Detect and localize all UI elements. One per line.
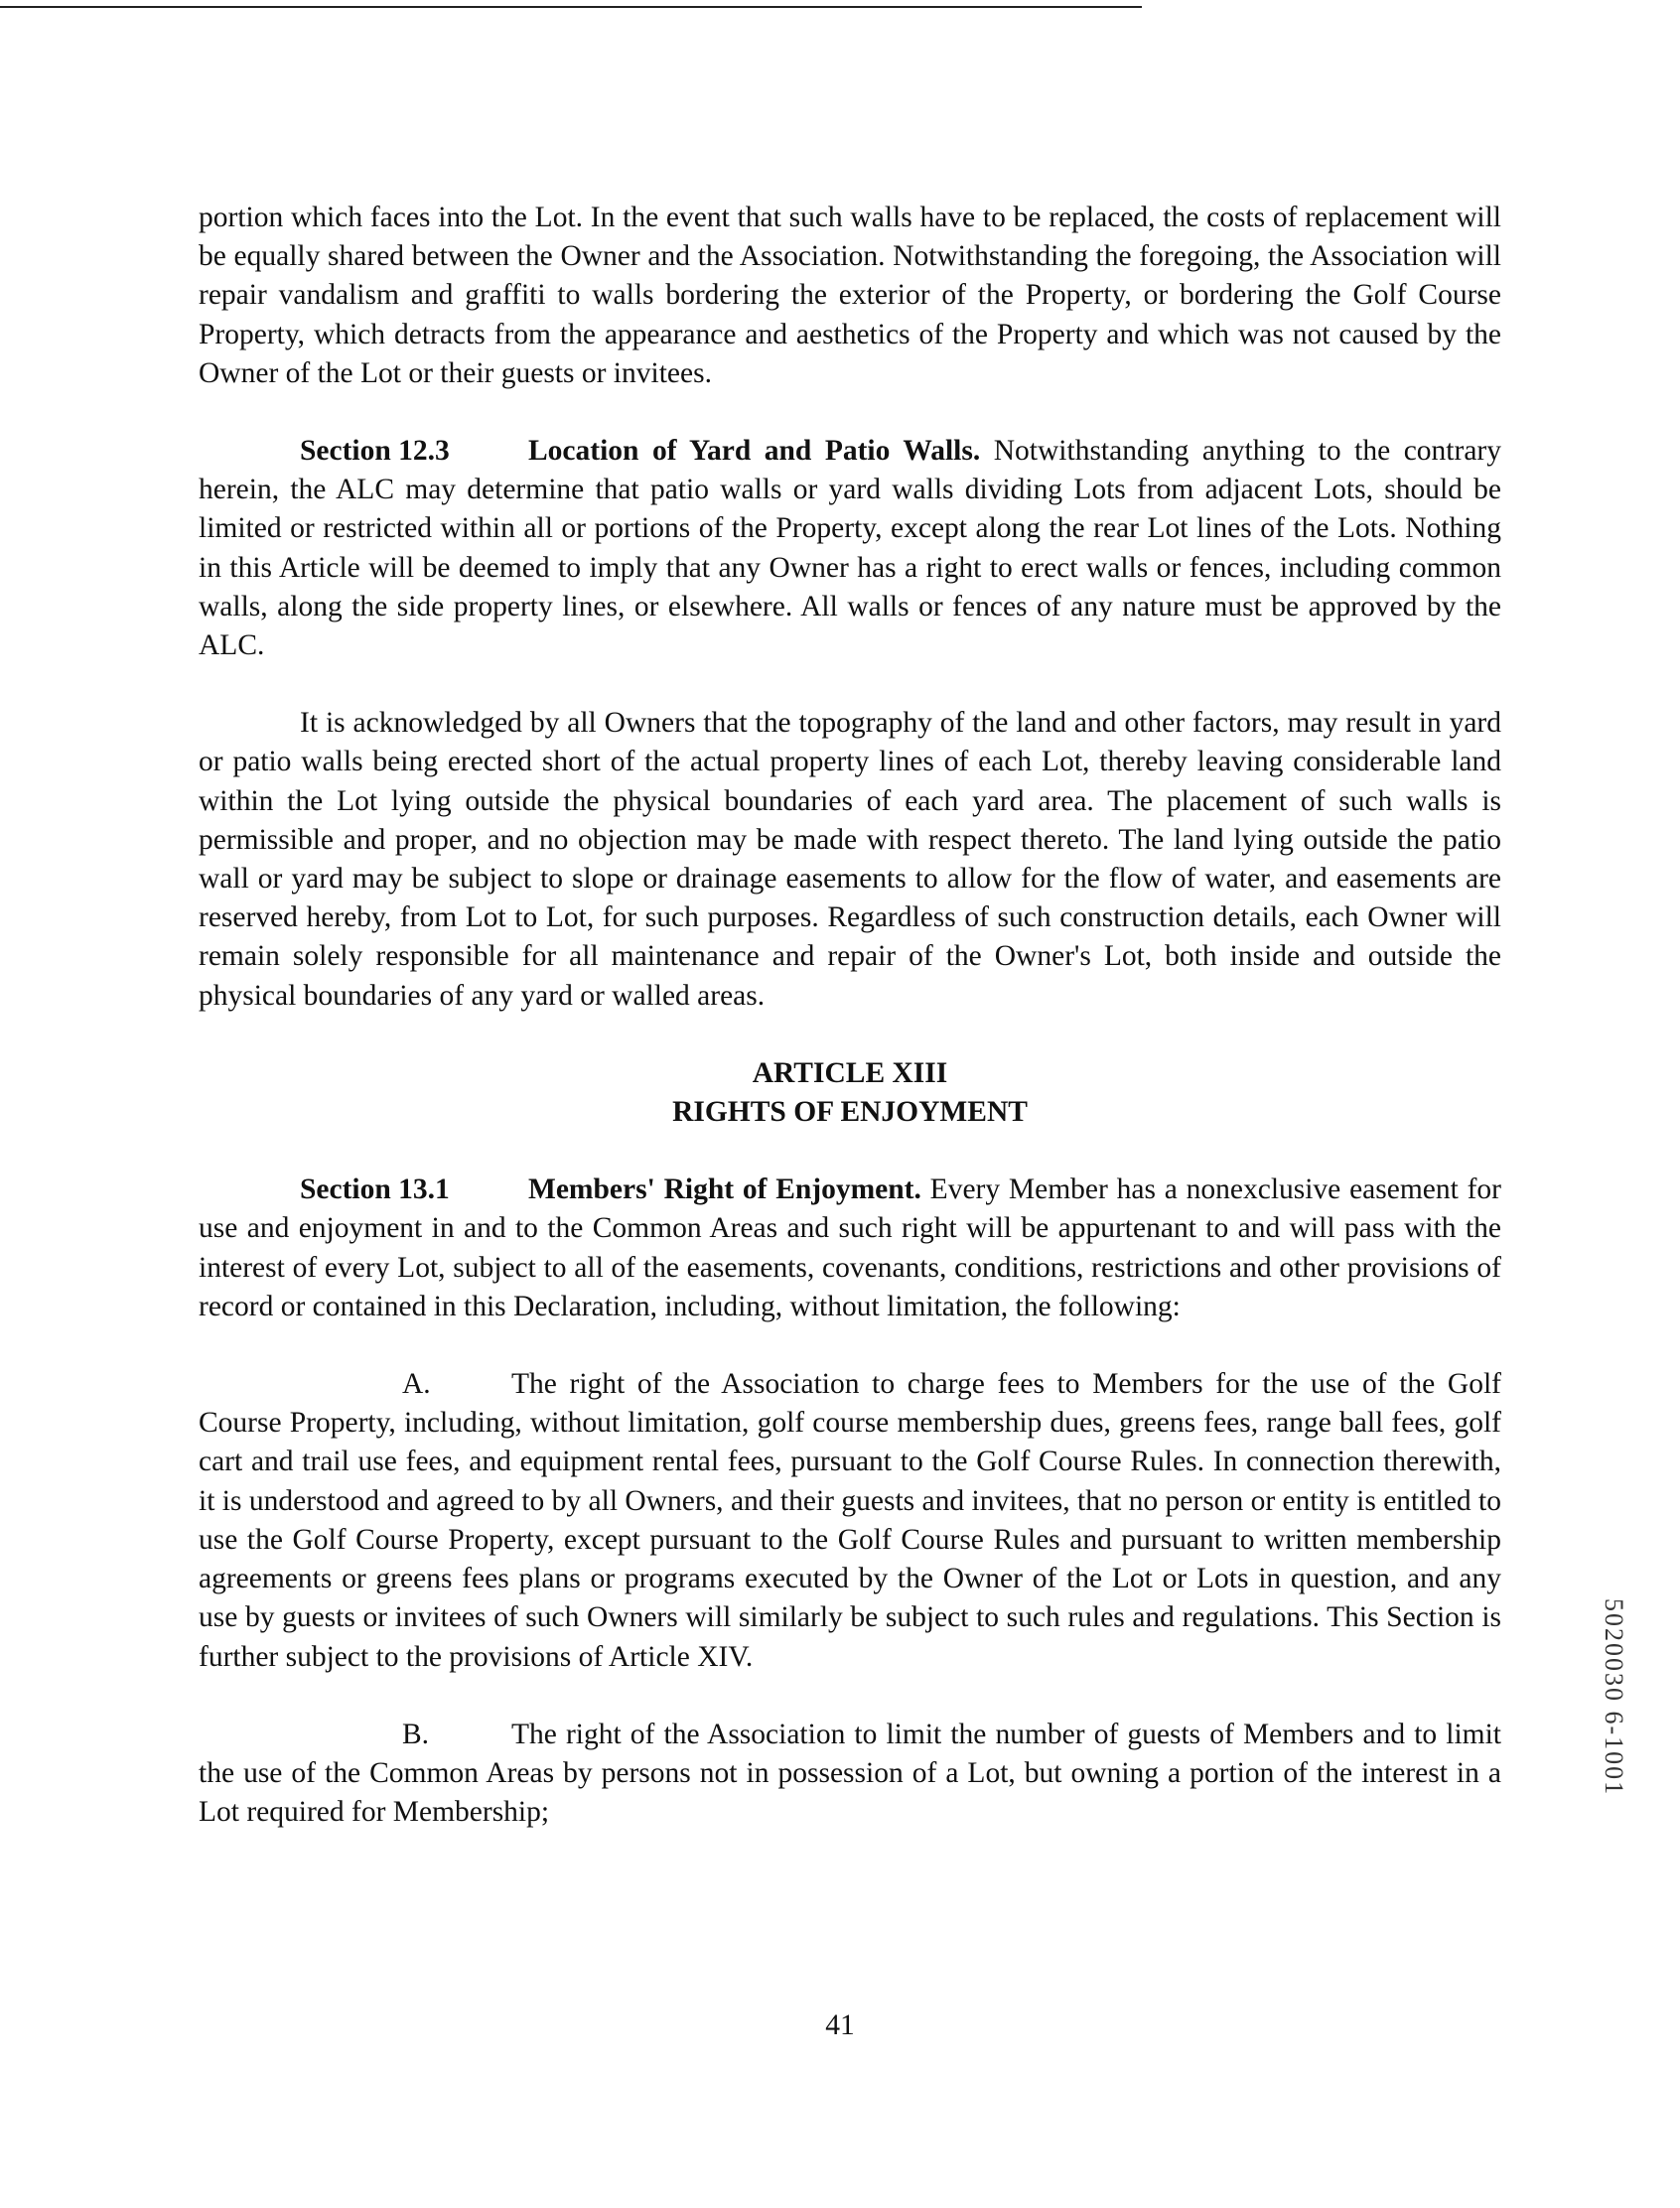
list-item-letter: B. bbox=[402, 1718, 430, 1750]
recording-stamp: 5020030 6-1001 bbox=[1600, 1598, 1628, 1797]
top-scan-rule bbox=[0, 6, 1142, 8]
list-item bbox=[199, 1716, 1501, 1833]
list-item-text: The right of the Association to limit the number of guests of Members and to limit the use of the Common Areas by persons not in possession of a Lot, but owning a portion of the interest in a Lot required for Membership; bbox=[199, 1718, 1501, 1829]
topography-paragraph: It is acknowledged by all Owners that the topography of the land and other factors, may result in yard or patio walls being erected short of the actual property lines of each Lot, thereby leaving considerable land within the Lot lying outside the physical boundaries of each yard area. The placement of such walls is permissible and proper, and no objection may be made with respect thereto. The land lying outside the patio wall or yard may be subject to slope or drainage easements to allow for the flow of water, and easements are reserved hereby, from Lot to Lot, for such purposes. Regardless of such construction details, each Owner will remain solely responsible for all maintenance and repair of the Owner's Lot, both inside and outside the physical boundaries of any yard or walled areas. bbox=[199, 707, 1501, 1012]
section-13-1-paragraph bbox=[199, 1171, 1501, 1326]
document-page bbox=[199, 199, 1501, 1832]
list-item-letter: A. bbox=[402, 1368, 431, 1401]
continuation-paragraph: portion which faces into the Lot. In the event that such walls have to be replaced, the costs of replacement will be equally shared between the Owner and the Association. Notwithstanding the foregoing, the Association will repair vandalism and graffiti to walls bordering the exterior of the Property, or bordering the Golf Course Property, which detracts from the appearance and aesthetics of the Property and which was not caused by the Owner of the Lot or their guests or invitees. bbox=[199, 202, 1501, 389]
list-item-text: The right of the Association to charge fees to Members for the use of the Golf Course Property, including, without limitation, golf course membership dues, greens fees, range ball fees, golf cart and trail use fees, and equipment rental fees, pursuant to the Golf Course Rules. In connection therewith, it is understood and agreed to by all Owners, and their guests and invitees, that no person or entity is entitled to use the Golf Course Property, except pursuant to the Golf Course Rules and pursuant to written membership agreements or greens fees plans or programs executed by the Owner of the Lot or Lots in question, and any use by guests or invitees of such Owners will similarly be subject to such rules and regulations. This Section is further subject to the provisions of Article XIV. bbox=[199, 1368, 1501, 1673]
section-13-1-number: Section 13.1 bbox=[300, 1173, 450, 1206]
section-12-3-paragraph bbox=[199, 432, 1501, 665]
section-13-1-body: Every Member has a nonexclusive easement for use and enjoyment in and to the Common Areas and such right will be appurtenant to and will pass with the interest of every Lot, subject to all of the easements, covenants, conditions, restrictions and other provisions of record or contained in this Declaration, including, without limitation, the following: bbox=[199, 1173, 1502, 1322]
section-13-1-title: Members' Right of Enjoyment. bbox=[528, 1173, 921, 1206]
list-item bbox=[199, 1365, 1501, 1677]
page-number: 41 bbox=[825, 2009, 855, 2041]
section-12-3-title: Location of Yard and Patio Walls. bbox=[528, 435, 981, 468]
section-12-3-body: Notwithstanding anything to the contrary herein, the ALC may determine that patio walls or yard walls dividing Lots from adjacent Lots, should be limited or restricted within all or portions of the Property, except along the rear Lot lines of the Lots. Nothing in this Article will be deemed to imply that any Owner has a right to erect walls or fences, including common walls, along the side property lines, or elsewhere. All walls or fences of any nature must be approved by the ALC. bbox=[199, 435, 1501, 662]
section-12-3-number: Section 12.3 bbox=[300, 435, 450, 468]
article-number: ARTICLE XIII bbox=[752, 1056, 948, 1089]
article-heading bbox=[199, 1054, 1501, 1132]
article-title: RIGHTS OF ENJOYMENT bbox=[672, 1096, 1028, 1129]
